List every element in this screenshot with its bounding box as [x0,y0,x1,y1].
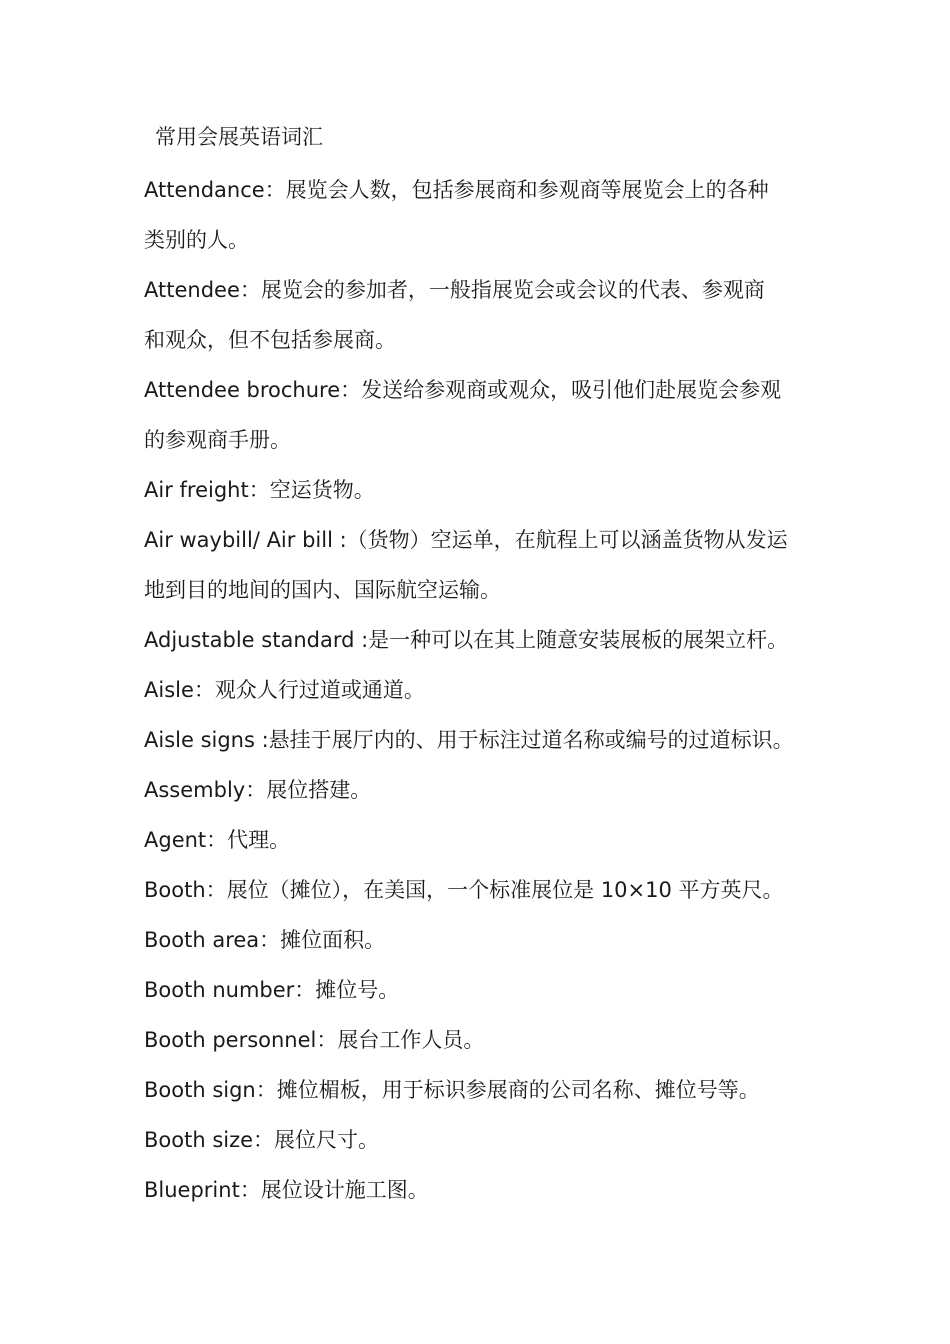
glossary-entry-air-freight [144,465,812,515]
glossary-entry-agent [144,815,812,865]
document-title: 常用会展英语词汇 [155,125,323,149]
entry-line: Aisle signs :悬挂于展厅内的、用于标注过道名称或编号的过道标识。 [144,728,794,752]
entry-line: Booth sign：摊位楣板，用于标识参展商的公司名称、摊位号等。 [144,1078,760,1102]
glossary-entry-booth-size [144,1115,812,1165]
entry-line: Booth area：摊位面积。 [144,928,386,952]
entry-line: Booth number：摊位号。 [144,978,400,1002]
entry-line: Attendee brochure：发送给参观商或观众，吸引他们赴展览会参观 [144,378,782,402]
glossary-entry-attendee-brochure [144,365,812,465]
glossary-entry-blueprint [144,1165,812,1215]
entry-line: Assembly：展位搭建。 [144,778,372,802]
entry-line: Booth size：展位尺寸。 [144,1128,380,1152]
entry-line: Attendee：展览会的参加者，一般指展览会或会议的代表、参观商 [144,278,765,302]
entry-line: Booth personnel：展台工作人员。 [144,1028,485,1052]
glossary-entry-booth-number [144,965,812,1015]
glossary-entry-booth-sign [144,1065,812,1115]
glossary-entry-air-waybill [144,515,812,615]
glossary-entry-attendee [144,265,812,365]
glossary-list [144,165,812,1215]
entry-line: 地到目的地间的国内、国际航空运输。 [144,578,501,602]
entry-line: Blueprint：展位设计施工图。 [144,1178,429,1202]
entry-line: Air freight：空运货物。 [144,478,375,502]
glossary-entry-aisle [144,665,812,715]
entry-line: Air waybill/ Air bill :（货物）空运单，在航程上可以涵盖货物从发运 [144,528,788,552]
glossary-entry-attendance [144,165,812,265]
entry-line: 类别的人。 [144,228,249,252]
glossary-entry-adjustable-standard [144,615,812,665]
entry-line: Attendance：展览会人数，包括参展商和参观商等展览会上的各种 [144,178,769,202]
entry-line: Booth：展位（摊位），在美国，一个标准展位是 10×10 平方英尺。 [144,878,784,902]
glossary-entry-assembly [144,765,812,815]
entry-line: Aisle：观众人行过道或通道。 [144,678,425,702]
entry-line: 的参观商手册。 [144,428,291,452]
entry-line: 和观众，但不包括参展商。 [144,328,396,352]
glossary-entry-booth-personnel [144,1015,812,1065]
glossary-entry-booth-area [144,915,812,965]
glossary-entry-booth [144,865,812,915]
entry-line: Adjustable standard :是一种可以在其上随意安装展板的展架立杆。 [144,628,789,652]
glossary-entry-aisle-signs [144,715,812,765]
entry-line: Agent：代理。 [144,828,291,852]
